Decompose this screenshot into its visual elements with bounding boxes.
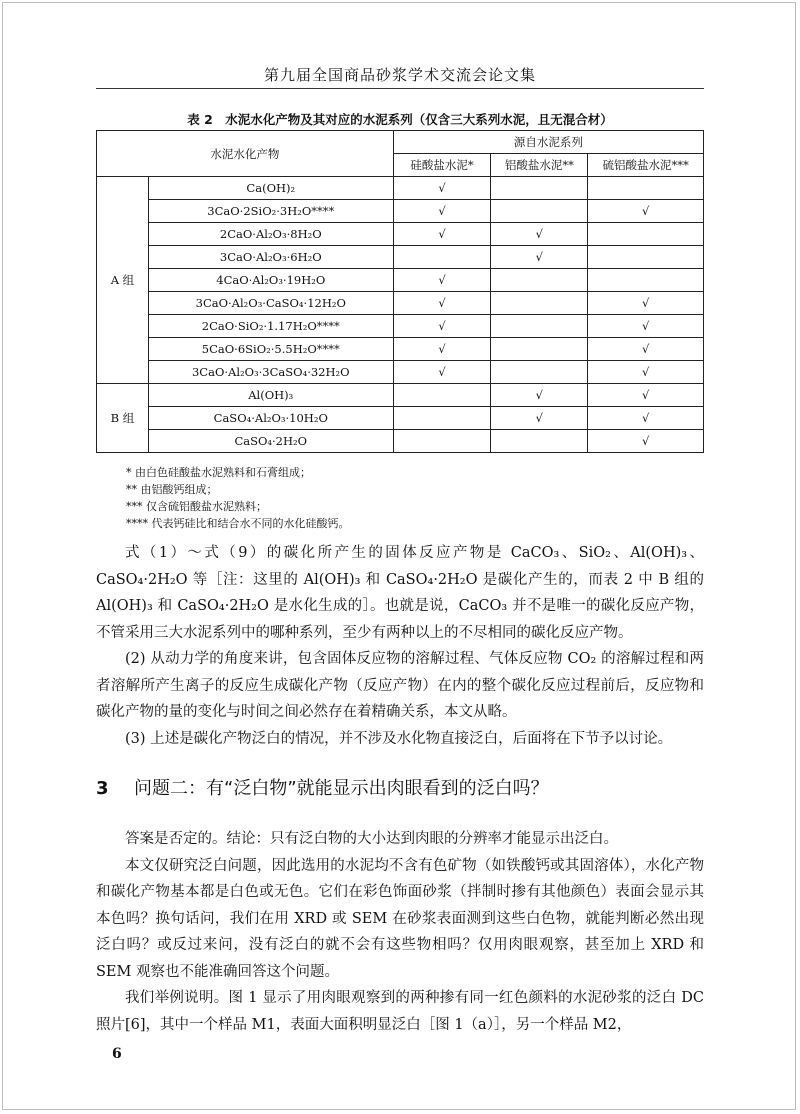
table-row xyxy=(97,338,704,361)
table-row xyxy=(97,269,704,292)
check-cell: √ xyxy=(588,430,704,453)
table-row xyxy=(97,292,704,315)
check-cell: √ xyxy=(491,246,588,269)
check-cell: √ xyxy=(588,407,704,430)
product-cell: 3CaO·2SiO₂·3H₂O**** xyxy=(148,200,393,223)
header-rule xyxy=(96,88,704,89)
table-row xyxy=(97,200,704,223)
note: * 由白色硅酸盐水泥熟料和石膏组成； xyxy=(126,466,311,479)
check-cell: √ xyxy=(393,292,491,315)
product-cell: 3CaO·Al₂O₃·3CaSO₄·32H₂O xyxy=(148,361,393,384)
note: *** 仅含硫铝酸盐水泥熟料； xyxy=(126,500,267,513)
check-cell: √ xyxy=(393,177,491,200)
paragraph: (3) 上述是碳化产物泛白的情况，并不涉及水化物直接泛白，后面将在下节予以讨论。 xyxy=(125,730,673,747)
product-cell: CaSO₄·Al₂O₃·10H₂O xyxy=(148,407,393,430)
check-cell: √ xyxy=(393,200,491,223)
section-heading xyxy=(96,774,704,800)
check-cell: √ xyxy=(393,361,491,384)
check-cell xyxy=(491,361,588,384)
group-label: A 组 xyxy=(97,177,149,384)
table-row xyxy=(97,246,704,269)
product-cell: 3CaO·Al₂O₃·6H₂O xyxy=(148,246,393,269)
product-cell: 2CaO·Al₂O₃·8H₂O xyxy=(148,223,393,246)
table-caption: 表 2 水泥水化产物及其对应的水泥系列（仅含三大系列水泥，且无混合材） xyxy=(187,112,613,127)
check-cell xyxy=(588,246,704,269)
table-row xyxy=(97,177,704,200)
table-row xyxy=(97,315,704,338)
table-row xyxy=(97,384,704,407)
check-cell: √ xyxy=(491,407,588,430)
check-cell xyxy=(491,200,588,223)
header-product: 水泥水化产物 xyxy=(97,131,394,177)
check-cell xyxy=(491,269,588,292)
paragraph: (2) 从动力学的角度来讲，包含固体反应物的溶解过程、气体反应物 CO₂ 的溶解过程和两者溶解所产生离子的反应生成碳化产物（反应产物）在内的整个碳化反应过程前后，反应物和碳化产物的量的变化与时间之间必然存在着精确关系，本文从略。 xyxy=(96,651,704,720)
note: **** 代表钙硅比和结合水不同的水化硅酸钙。 xyxy=(126,517,350,530)
check-cell: √ xyxy=(393,315,491,338)
check-cell xyxy=(588,223,704,246)
check-cell: √ xyxy=(393,338,491,361)
check-cell xyxy=(491,315,588,338)
check-cell: √ xyxy=(588,338,704,361)
table-row xyxy=(97,223,704,246)
table-row xyxy=(97,430,704,453)
check-cell xyxy=(491,338,588,361)
product-cell: 5CaO·6SiO₂·5.5H₂O**** xyxy=(148,338,393,361)
check-cell xyxy=(393,407,491,430)
product-cell: Al(OH)₃ xyxy=(148,384,393,407)
check-cell xyxy=(491,292,588,315)
table-notes xyxy=(126,464,350,532)
product-cell: 4CaO·Al₂O₃·19H₂O xyxy=(148,269,393,292)
check-cell: √ xyxy=(588,292,704,315)
product-cell: 3CaO·Al₂O₃·CaSO₄·12H₂O xyxy=(148,292,393,315)
check-cell: √ xyxy=(393,223,491,246)
check-cell: √ xyxy=(588,384,704,407)
page-number: 6 xyxy=(112,1046,122,1062)
note: ** 由铝酸钙组成； xyxy=(126,483,218,496)
check-cell: √ xyxy=(588,361,704,384)
body-paragraphs-top xyxy=(96,540,704,752)
check-cell: √ xyxy=(393,269,491,292)
header-sulfoaluminate: 硫铝酸盐水泥*** xyxy=(588,154,704,177)
check-cell: √ xyxy=(588,200,704,223)
hydration-products-table xyxy=(96,130,704,453)
group-label: B 组 xyxy=(97,384,149,453)
check-cell: √ xyxy=(491,384,588,407)
check-cell: √ xyxy=(491,223,588,246)
check-cell xyxy=(393,430,491,453)
product-cell: 2CaO·SiO₂·1.17H₂O**** xyxy=(148,315,393,338)
check-cell xyxy=(393,246,491,269)
paragraph: 答案是否定的。结论：只有泛白物的大小达到肉眼的分辨率才能显示出泛白。 xyxy=(125,831,618,847)
check-cell xyxy=(588,177,704,200)
paragraph: 式（1）～式（9）的碳化所产生的固体反应产物是 CaCO₃、SiO₂、Al(OH)₃、CaSO₄·2H₂O 等［注：这里的 Al(OH)₃ 和 CaSO₄·2H₂O 是碳化产生的，而表 2 中 B 组的 Al(OH)₃ 和 CaSO₄·2H₂O 是水化生成的］。也就是说，CaCO₃ 并不是唯一的碳化反应产物，不管采用三大水泥系列中的哪种系列，至少有两种以上的不尽相同的碳化反应产物。 xyxy=(96,545,704,641)
header-source: 源自水泥系列 xyxy=(393,131,703,154)
check-cell: √ xyxy=(588,315,704,338)
check-cell xyxy=(491,430,588,453)
body-paragraphs-bottom xyxy=(96,826,704,1038)
table-row xyxy=(97,407,704,430)
check-cell xyxy=(393,384,491,407)
paragraph: 本文仅研究泛白问题，因此选用的水泥均不含有色矿物（如铁酸钙或其固溶体），水化产物和碳化产物基本都是白色或无色。它们在彩色饰面砂浆（拌制时掺有其他颜色）表面会显示其本色吗？换句话问，我们在用 XRD 或 SEM 在砂浆表面测到这些白色物，就能判断必然出现泛白吗？或反过来问，没有泛白的就不会有这些物相吗？仅用肉眼观察，甚至加上 XRD 和 SEM 观察也不能准确回答这个问题。 xyxy=(96,857,704,980)
product-cell: Ca(OH)₂ xyxy=(148,177,393,200)
table-row xyxy=(97,361,704,384)
product-cell: CaSO₄·2H₂O xyxy=(148,430,393,453)
table-body xyxy=(97,177,704,453)
check-cell xyxy=(491,177,588,200)
check-cell xyxy=(588,269,704,292)
header-aluminate: 铝酸盐水泥** xyxy=(491,154,588,177)
section-title: 问题二：有“泛白物”就能显示出肉眼看到的泛白吗？ xyxy=(134,778,549,799)
paragraph: 我们举例说明。图 1 显示了用肉眼观察到的两种掺有同一红色颜料的水泥砂浆的泛白 DC 照片[6]，其中一个样品 M1，表面大面积明显泛白［图 1（a）］，另一个样品 M2， xyxy=(96,990,704,1033)
running-head: 第九届全国商品砂浆学术交流会论文集 xyxy=(263,66,536,84)
header-portland: 硅酸盐水泥* xyxy=(393,154,491,177)
section-number: 3 xyxy=(96,778,109,799)
